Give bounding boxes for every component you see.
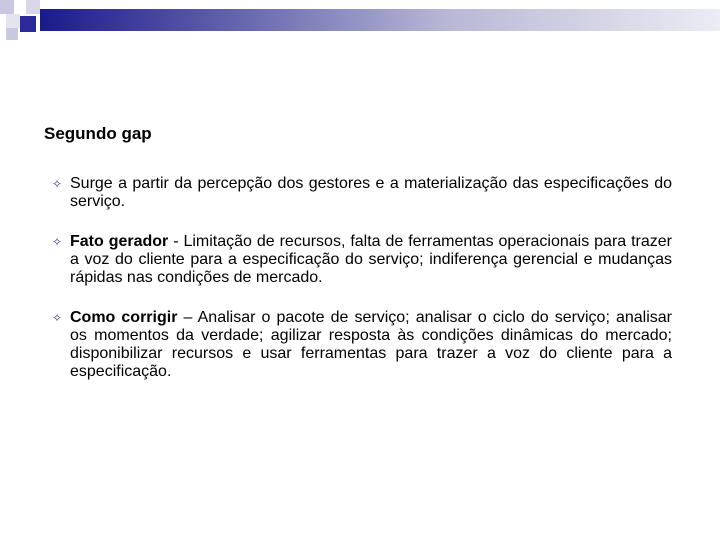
decor-square [6,14,20,28]
slide-heading: Segundo gap [44,124,152,143]
header-gradient-bar [40,9,720,31]
bullet-item [52,233,672,287]
bullet-separator: – [177,309,198,326]
bullet-item [52,309,672,381]
bullet-item [52,175,672,211]
bullet-text: Analisar o pacote de serviço; analisar o ciclo do serviço; analisar os momentos da verdade; agilizar resposta às condições dinâmicas do mercado; disponibilizar recursos e usar ferramentas para trazer a voz do cliente para a especificação. [70,309,673,380]
bullet-term: Como corrigir [70,309,178,326]
bullet-term: Fato gerador [70,233,169,250]
bullet-text: Surge a partir da percepção dos gestores e a materialização das especificações do serviço. [70,175,672,210]
decor-square [20,16,36,32]
bullet-separator: - [168,233,184,250]
diamond-bullet-icon: ✧ [52,177,63,191]
decor-square [14,0,26,12]
decor-square [26,0,40,14]
diamond-bullet-icon: ✧ [52,235,63,249]
corner-decoration [0,0,720,40]
bullet-text: Limitação de recursos, falta de ferramentas operacionais para trazer a voz do cliente para a especificação do serviço; indiferença gerencial e mudanças rápidas nas condições de mercado. [70,233,673,286]
decor-square [6,28,18,40]
diamond-bullet-icon: ✧ [52,311,63,325]
decor-square [0,0,14,14]
bullet-list [52,175,672,381]
